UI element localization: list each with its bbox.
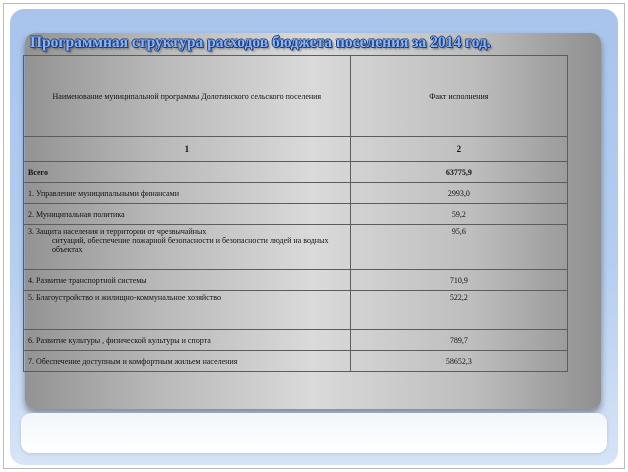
row-value: 59,2 <box>350 204 567 225</box>
row-value: 789,7 <box>350 330 567 351</box>
row-label-multiline <box>24 225 351 270</box>
column-number-1: 1 <box>24 137 351 162</box>
row-value: 710,9 <box>350 270 567 291</box>
row-label: 5. Благоустройство и жилищно-коммунальное хозяйство <box>24 291 351 330</box>
row-value: 95,6 <box>350 225 567 270</box>
table-row <box>24 291 568 330</box>
budget-table <box>23 55 568 372</box>
row-label: 4. Развитие транспортной системы <box>24 270 351 291</box>
column-number-2: 2 <box>350 137 567 162</box>
table-row <box>24 270 568 291</box>
row-value: 63775,9 <box>350 162 567 183</box>
table-row <box>24 183 568 204</box>
row-value: 58652,3 <box>350 351 567 372</box>
row-label: 2. Муниципальная политика <box>24 204 351 225</box>
row-label: 6. Развитие культуры , физической культуры и спорта <box>24 330 351 351</box>
row-value: 522,2 <box>350 291 567 330</box>
table-row <box>24 225 568 270</box>
table-header-row <box>24 56 568 137</box>
row-label-continuation: ситуаций, обеспечение пожарной безопасности и безопасности людей на водных объектах <box>52 236 329 254</box>
table-row <box>24 330 568 351</box>
row-value: 2993,0 <box>350 183 567 204</box>
table-row-total <box>24 162 568 183</box>
header-program-name: Наименование муниципальной программы Долотинского сельского поселения <box>24 56 351 137</box>
slide-title: Программная структура расходов бюджета поселения за 2014 год. <box>30 34 491 51</box>
row-label: 7. Обеспечение доступным и комфортным жильем населения <box>24 351 351 372</box>
row-label: 3. Защита населения и территории от чрезвычайных <box>28 227 207 236</box>
footer-band <box>21 413 607 453</box>
table-numbering-row <box>24 137 568 162</box>
row-label: Всего <box>24 162 351 183</box>
row-label: 1. Управление муниципальными финансами <box>24 183 351 204</box>
table-row <box>24 204 568 225</box>
header-fact: Факт исполнения <box>350 56 567 137</box>
table-row <box>24 351 568 372</box>
